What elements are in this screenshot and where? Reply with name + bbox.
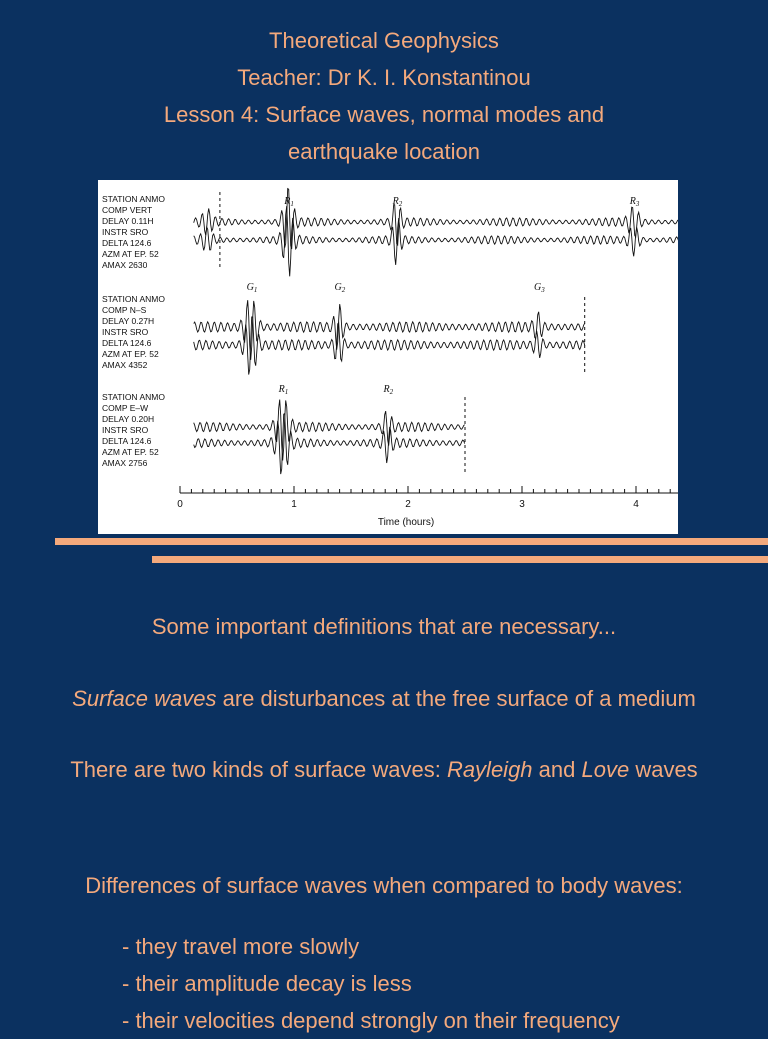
teacher-line: Teacher: Dr K. I. Konstantinou xyxy=(237,65,531,90)
wave-kinds xyxy=(0,757,768,783)
list-item: - their velocities depend strongly on their frequency xyxy=(122,1008,620,1033)
divider-lower xyxy=(152,556,768,563)
station-info-line: STATION ANMO xyxy=(102,392,165,402)
definition-rest: are disturbances at the free surface of a medium xyxy=(216,686,696,711)
station-info-line: COMP VERT xyxy=(102,205,153,215)
station-info-line: DELAY 0.27H xyxy=(102,316,155,326)
course-title: Theoretical Geophysics xyxy=(269,28,499,53)
lesson-title-line2: earthquake location xyxy=(287,139,481,164)
love-term: Love xyxy=(581,757,630,782)
list-item: - they travel more slowly xyxy=(122,934,360,959)
station-info-line: INSTR SRO xyxy=(102,425,149,435)
panel-vert-info xyxy=(102,194,165,270)
kinds-prefix: There are two kinds of surface waves: xyxy=(70,757,447,782)
station-info-line: AZM AT EP. 52 xyxy=(102,447,159,457)
station-info-line: DELAY 0.20H xyxy=(102,414,155,424)
seismic-trace xyxy=(194,414,465,475)
surface-wave-definition xyxy=(0,686,768,712)
station-info-line: DELTA 124.6 xyxy=(102,436,152,446)
phase-label: $G_1$ xyxy=(246,282,258,294)
phase-label: $R_1$ xyxy=(278,384,289,396)
phase-label: $R_1$ xyxy=(284,196,294,208)
station-info-line: AMAX 2756 xyxy=(102,458,148,468)
phase-label: $R_2$ xyxy=(383,384,394,396)
station-info-line: AZM AT EP. 52 xyxy=(102,249,159,259)
slide-title xyxy=(0,22,768,170)
tick-label: 0 xyxy=(177,499,183,510)
definition-term: Surface waves xyxy=(72,686,217,711)
seismic-trace xyxy=(194,400,465,461)
phase-label: $R_2$ xyxy=(392,196,403,208)
tick-label: 2 xyxy=(405,499,411,510)
phase-label: $G_2$ xyxy=(334,282,346,294)
differences-heading: Differences of surface waves when compared to body waves: xyxy=(85,873,683,898)
x-axis-label: Time (hours) xyxy=(377,517,435,528)
station-info-line: COMP N–S xyxy=(102,305,147,315)
kinds-suffix: waves xyxy=(629,757,698,782)
seismogram-svg xyxy=(98,180,678,534)
station-info-line: STATION ANMO xyxy=(102,194,165,204)
station-info-line: DELTA 124.6 xyxy=(102,238,152,248)
station-info-line: STATION ANMO xyxy=(102,294,165,304)
station-info-line: INSTR SRO xyxy=(102,327,149,337)
tick-label: 3 xyxy=(519,499,525,510)
differences-list xyxy=(122,928,620,1039)
station-info-line: AMAX 4352 xyxy=(102,360,148,370)
lesson-title-line1: Lesson 4: Surface waves, normal modes and xyxy=(163,102,605,127)
tick-label: 1 xyxy=(291,499,297,510)
intro-text: Some important definitions that are necessary... xyxy=(151,614,617,639)
list-item: - their amplitude decay is less xyxy=(122,971,412,996)
phase-labels xyxy=(247,196,640,396)
time-axis xyxy=(177,486,678,510)
station-info-line: DELTA 124.6 xyxy=(102,338,152,348)
divider-upper xyxy=(55,538,768,545)
rayleigh-term: Rayleigh xyxy=(446,757,533,782)
tick-label: 4 xyxy=(633,499,639,510)
station-info-line: COMP E–W xyxy=(102,403,149,413)
seismic-trace xyxy=(194,206,678,276)
seismogram-figure xyxy=(98,180,678,534)
station-info-line: AZM AT EP. 52 xyxy=(102,349,159,359)
phase-label: $G_3$ xyxy=(533,282,545,294)
station-info-line: INSTR SRO xyxy=(102,227,149,237)
panel-ns-info xyxy=(102,294,165,370)
seismic-traces xyxy=(194,189,678,475)
panel-ew-info xyxy=(102,392,165,468)
kinds-and: and xyxy=(532,757,582,782)
seismic-trace xyxy=(194,300,585,360)
phase-label: $R_3$ xyxy=(629,196,640,208)
station-info-line: DELAY 0.11H xyxy=(102,216,154,226)
station-info-line: AMAX 2630 xyxy=(102,260,148,270)
